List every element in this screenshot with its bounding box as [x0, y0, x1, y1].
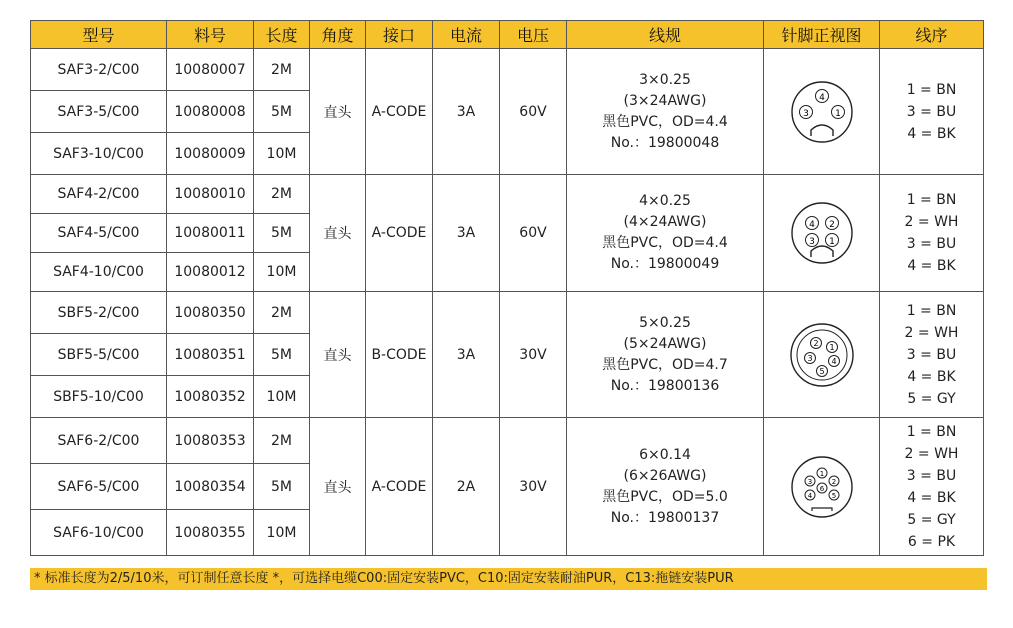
length-cell: 10M: [254, 376, 310, 418]
header-pin-view: 针脚正视图: [764, 21, 880, 49]
pin-label: 5: [818, 366, 825, 376]
part-cell: 10080012: [167, 253, 254, 292]
wire-size: 6×0.14: [639, 446, 691, 463]
table-row: [31, 49, 984, 91]
length-cell: 2M: [254, 418, 310, 464]
pinout-cell: [880, 49, 984, 175]
pinout-line: 4 = BK: [907, 368, 956, 385]
model-cell: SBF5-10/C00: [31, 376, 167, 418]
interface-cell: A-CODE: [366, 175, 433, 292]
wire-jacket: 黑色PVC，OD=4.4: [602, 235, 728, 251]
current-cell: 3A: [433, 292, 500, 418]
model-cell: SAF4-2/C00: [31, 175, 167, 214]
part-cell: 10080354: [167, 464, 254, 510]
model-cell: SAF3-10/C00: [31, 133, 167, 175]
voltage-cell: 60V: [500, 49, 567, 175]
header-pinout: 线序: [880, 21, 984, 49]
current-cell: 3A: [433, 49, 500, 175]
pinout-line: 2 = WH: [904, 445, 959, 462]
wire-cell: [567, 175, 764, 292]
connector-4pin-icon: [786, 197, 858, 269]
wire-number: No.：19800136: [610, 377, 720, 394]
pinout-line: 1 = BN: [906, 192, 957, 208]
voltage-cell: 30V: [500, 292, 567, 418]
part-cell: 10080355: [167, 510, 254, 556]
pinout-line: 1 = BN: [906, 423, 957, 440]
connector-3pin-icon: [786, 76, 858, 148]
pinout-line: 3 = BU: [906, 236, 957, 252]
pinout-line: 3 = BU: [906, 346, 957, 363]
pinout-line: 1 = BN: [906, 81, 957, 98]
pin-label: 6: [819, 484, 824, 493]
pin-label: 1: [834, 108, 841, 119]
pin-label: 2: [812, 338, 819, 348]
pin-label: 4: [807, 491, 812, 500]
part-cell: 10080351: [167, 334, 254, 376]
interface-cell: A-CODE: [366, 49, 433, 175]
wire-jacket: 黑色PVC，OD=4.7: [602, 356, 728, 373]
part-cell: 10080353: [167, 418, 254, 464]
header-current: 电流: [433, 21, 500, 49]
header-voltage: 电压: [500, 21, 567, 49]
interface-cell: A-CODE: [366, 418, 433, 556]
model-cell: SAF6-10/C00: [31, 510, 167, 556]
length-cell: 10M: [254, 510, 310, 556]
header-model: 型号: [31, 21, 167, 49]
spec-table: [30, 20, 984, 556]
length-cell: 5M: [254, 464, 310, 510]
length-cell: 10M: [254, 133, 310, 175]
table-row: [31, 418, 984, 464]
pinout-line: 1 = BN: [906, 302, 957, 319]
pin-diagram-cell: [764, 49, 880, 175]
pinout-cell: [880, 418, 984, 556]
table-row: [31, 175, 984, 214]
length-cell: 2M: [254, 175, 310, 214]
pin-label: 3: [807, 477, 812, 486]
wire-awg: (6×26AWG): [623, 467, 707, 484]
part-cell: 10080010: [167, 175, 254, 214]
header-angle: 角度: [310, 21, 366, 49]
model-cell: SAF4-5/C00: [31, 214, 167, 253]
pinout-line: 3 = BU: [906, 103, 957, 120]
pinout-line: 2 = WH: [904, 214, 959, 230]
model-cell: SAF3-2/C00: [31, 49, 167, 91]
pinout-cell: [880, 175, 984, 292]
length-cell: 10M: [254, 253, 310, 292]
pin-diagram-cell: [764, 175, 880, 292]
pinout-line: 6 = PK: [907, 533, 956, 550]
connector-5pin-icon: [786, 319, 858, 391]
pinout-line: 3 = BU: [906, 467, 957, 484]
wire-size: 3×0.25: [639, 71, 691, 88]
wire-cell: [567, 49, 764, 175]
wire-number: No.：19800137: [610, 509, 720, 526]
pinout-line: 4 = BK: [907, 489, 956, 506]
model-cell: SAF6-2/C00: [31, 418, 167, 464]
pin-label: 1: [828, 237, 835, 247]
pin-label: 4: [808, 220, 815, 230]
angle-cell: 直头: [310, 418, 366, 556]
wire-awg: (3×24AWG): [623, 92, 707, 109]
footnote-banner: * 标准长度为2/5/10米，可订制任意长度 *，可选择电缆C00:固定安装PVC，C10:固定安装耐油PUR，C13:拖链安装PUR: [30, 568, 987, 590]
current-cell: 2A: [433, 418, 500, 556]
pin-label: 2: [831, 477, 836, 486]
header-length: 长度: [254, 21, 310, 49]
model-cell: SAF3-5/C00: [31, 91, 167, 133]
wire-jacket: 黑色PVC，OD=5.0: [602, 488, 728, 505]
angle-cell: 直头: [310, 49, 366, 175]
part-cell: 10080352: [167, 376, 254, 418]
angle-cell: 直头: [310, 175, 366, 292]
header-wire: 线规: [567, 21, 764, 49]
pin-label: 3: [808, 237, 815, 247]
pin-diagram-cell: [764, 292, 880, 418]
part-cell: 10080011: [167, 214, 254, 253]
interface-cell: B-CODE: [366, 292, 433, 418]
length-cell: 2M: [254, 49, 310, 91]
pin-label: 1: [819, 469, 824, 478]
pin-label: 3: [806, 353, 813, 363]
pin-label: 4: [830, 356, 837, 366]
model-cell: SBF5-5/C00: [31, 334, 167, 376]
wire-awg: (4×24AWG): [623, 214, 707, 230]
wire-cell: [567, 418, 764, 556]
length-cell: 5M: [254, 91, 310, 133]
pinout-line: 4 = BK: [907, 125, 956, 142]
pinout-line: 5 = GY: [907, 511, 956, 528]
pinout-line: 2 = WH: [904, 324, 959, 341]
current-cell: 3A: [433, 175, 500, 292]
model-cell: SBF5-2/C00: [31, 292, 167, 334]
angle-cell: 直头: [310, 292, 366, 418]
table-row: [31, 292, 984, 334]
wire-size: 4×0.25: [639, 193, 691, 209]
part-cell: 10080007: [167, 49, 254, 91]
pin-label: 3: [802, 108, 809, 119]
part-cell: 10080008: [167, 91, 254, 133]
connector-6pin-icon: [786, 451, 858, 523]
pinout-line: 4 = BK: [907, 258, 956, 274]
voltage-cell: 30V: [500, 418, 567, 556]
header-row: [31, 21, 984, 49]
model-cell: SAF6-5/C00: [31, 464, 167, 510]
pin-label: 5: [831, 491, 836, 500]
wire-awg: (5×24AWG): [623, 335, 707, 352]
pin-diagram-cell: [764, 418, 880, 556]
header-part: 料号: [167, 21, 254, 49]
voltage-cell: 60V: [500, 175, 567, 292]
wire-number: No.：19800049: [610, 256, 720, 272]
part-cell: 10080009: [167, 133, 254, 175]
wire-jacket: 黑色PVC，OD=4.4: [602, 113, 728, 130]
length-cell: 5M: [254, 214, 310, 253]
wire-size: 5×0.25: [639, 314, 691, 331]
pinout-line: 5 = GY: [907, 390, 956, 407]
pin-label: 2: [828, 220, 835, 230]
length-cell: 5M: [254, 334, 310, 376]
part-cell: 10080350: [167, 292, 254, 334]
wire-number: No.：19800048: [610, 134, 720, 151]
length-cell: 2M: [254, 292, 310, 334]
pinout-cell: [880, 292, 984, 418]
wire-cell: [567, 292, 764, 418]
pin-label: 1: [828, 342, 835, 352]
pin-label: 4: [818, 92, 825, 103]
model-cell: SAF4-10/C00: [31, 253, 167, 292]
header-interface: 接口: [366, 21, 433, 49]
